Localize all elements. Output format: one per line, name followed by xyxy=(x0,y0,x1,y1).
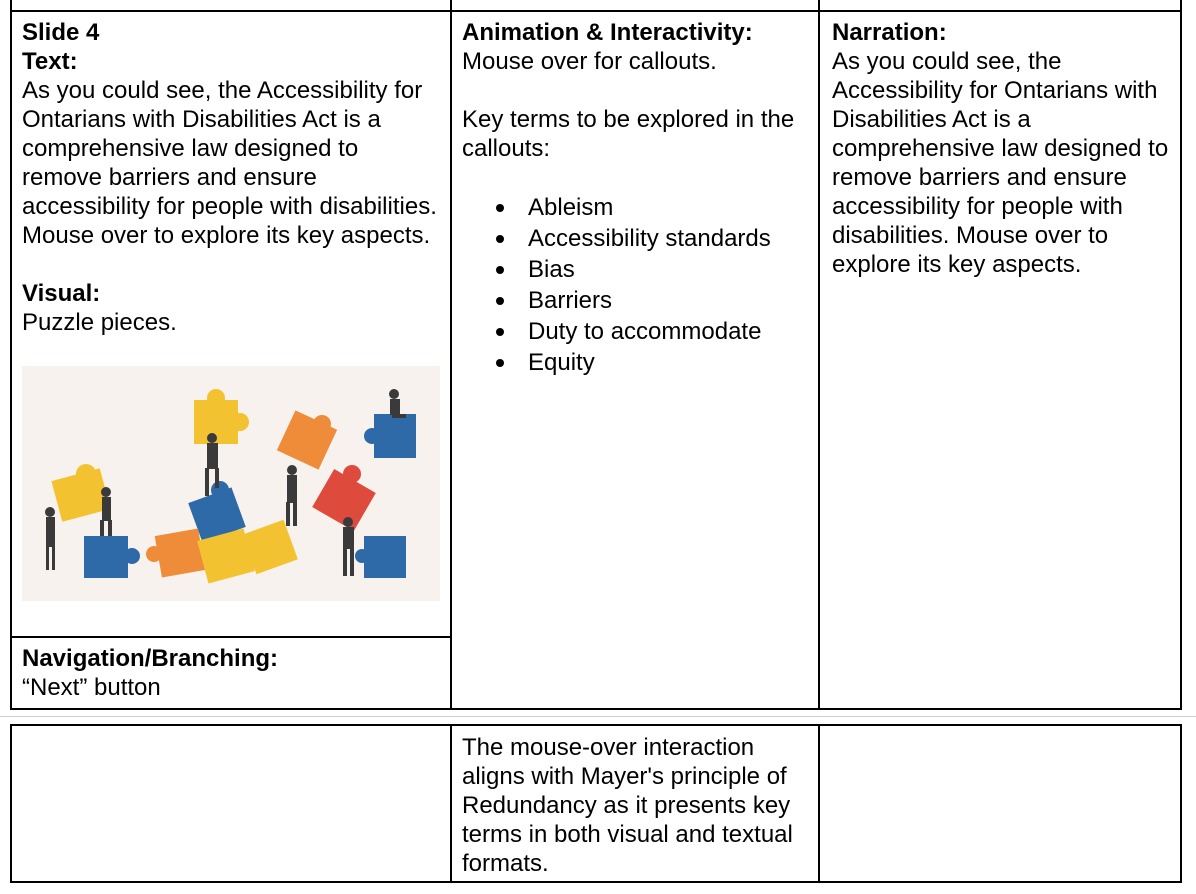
puzzle-piece-yellow-top xyxy=(194,389,249,444)
table2-right-border xyxy=(1180,724,1182,883)
puzzle-piece-orange-upper xyxy=(277,410,337,469)
key-terms-list xyxy=(462,192,814,378)
animation-cell xyxy=(462,18,814,378)
navigation-cell xyxy=(22,644,444,702)
list-item: Accessibility standards xyxy=(462,223,814,254)
list-item: Barriers xyxy=(462,285,814,316)
visual-heading: Visual: xyxy=(22,280,101,307)
puzzle-illustration xyxy=(22,366,440,601)
list-item: Bias xyxy=(462,254,814,285)
navigation-heading: Navigation/Branching: xyxy=(22,645,279,672)
list-item: Ableism xyxy=(462,192,814,223)
table2-col-divider-2 xyxy=(818,724,820,883)
table2-col-divider-1 xyxy=(450,724,452,883)
table2-top-border xyxy=(10,724,1182,726)
narration-body: As you could see, the Accessibility for Ontarians with Disabilities Act is a comprehensive law designed to remove barriers and ensure accessibility for people with disabilities. Mouse over to explore its key aspects. xyxy=(832,48,1169,278)
table1-top-border xyxy=(10,10,1182,12)
puzzle-piece-blue-bottom-right xyxy=(355,536,406,578)
text-heading: Text: xyxy=(22,48,78,75)
puzzle-piece-orange-bottom xyxy=(146,528,205,577)
puzzle-piece-blue-top-right xyxy=(364,414,416,458)
narration-heading: Narration: xyxy=(832,19,947,46)
redundancy-note-cell xyxy=(462,733,814,878)
terms-intro: Key terms to be explored in the callouts: xyxy=(462,106,795,162)
redundancy-note: The mouse-over interaction aligns with Mayer's principle of Redundancy as it presents key terms in both visual and textual formats. xyxy=(462,734,793,877)
page-separator xyxy=(0,716,1196,717)
list-item: Equity xyxy=(462,347,814,378)
narration-cell xyxy=(832,18,1176,279)
visual-body: Puzzle pieces. xyxy=(22,309,177,336)
animation-line: Mouse over for callouts. xyxy=(462,48,717,75)
table2-left-border xyxy=(10,724,12,883)
table1-left-border xyxy=(10,0,12,710)
table2-bottom-border xyxy=(10,881,1182,883)
table1-nav-row-divider xyxy=(10,636,452,638)
list-item: Duty to accommodate xyxy=(462,316,814,347)
slide-content-cell xyxy=(22,18,444,337)
table1-col-divider-2 xyxy=(818,0,820,710)
puzzle-pieces-image xyxy=(22,366,440,601)
slide-title: Slide 4 xyxy=(22,19,100,46)
navigation-body: “Next” button xyxy=(22,674,161,701)
animation-heading: Animation & Interactivity: xyxy=(462,19,753,46)
table1-bottom-border xyxy=(10,708,1182,710)
text-body: As you could see, the Accessibility for Ontarians with Disabilities Act is a comprehensive law designed to remove barriers and ensure accessibility for people with disabilities. Mouse over to explore its key aspects. xyxy=(22,77,437,249)
table1-col-divider-1 xyxy=(450,0,452,710)
table1-right-border xyxy=(1180,0,1182,710)
puzzle-piece-blue-bottom-left xyxy=(84,536,140,578)
